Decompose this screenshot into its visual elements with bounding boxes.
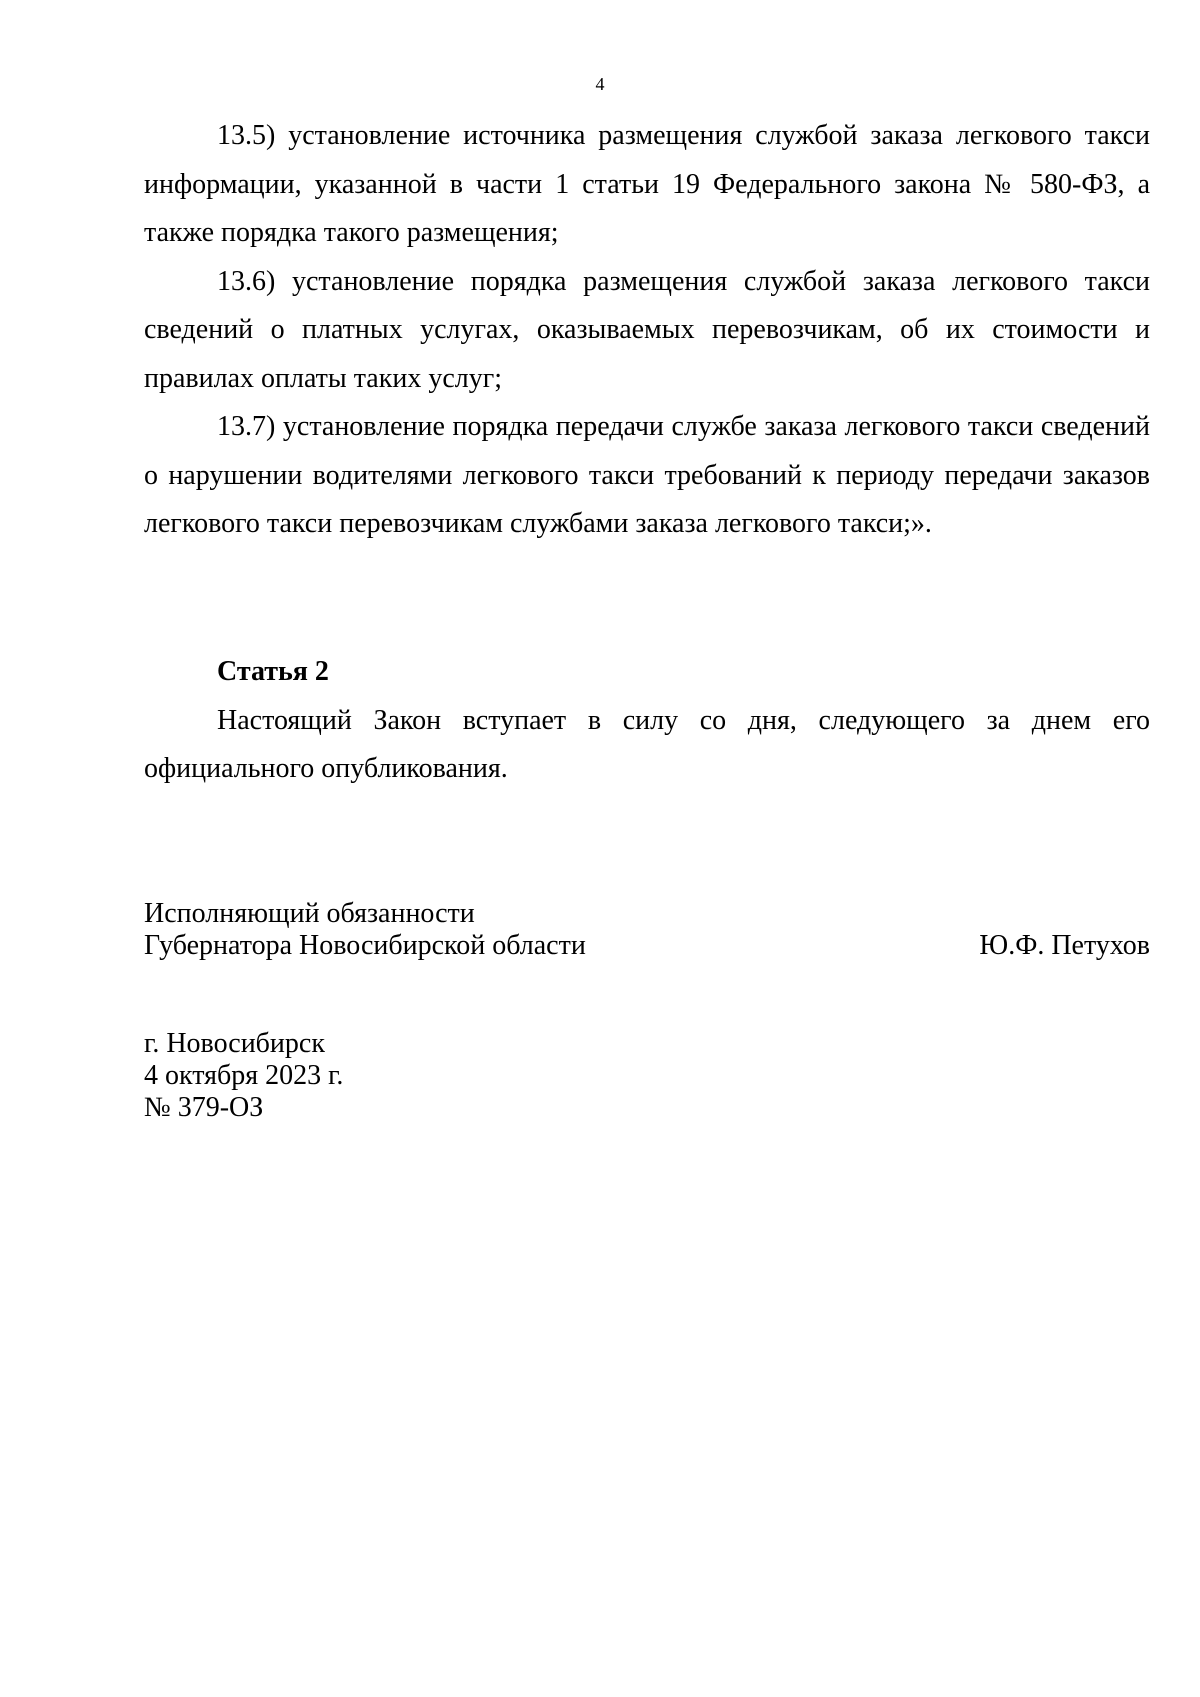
- place-date-block: [144, 1028, 343, 1124]
- law-number: № 379-ОЗ: [144, 1092, 264, 1123]
- article-heading: Статья 2: [217, 656, 329, 687]
- paragraph-13-6: 13.6) установление порядка размещения службой заказа легкового такси сведений о платных услугах, оказываемых перевозчикам, об их стоимости и правилах оплаты таких услуг;: [144, 265, 1150, 394]
- signer-name: Ю.Ф. Петухов: [979, 930, 1150, 961]
- amendment-text: [144, 112, 1150, 549]
- paragraph-13-7: 13.7) установление порядка передачи службе заказа легкового такси сведений о нарушении водителями легкового такси требований к периоду передачи заказов легкового такси перевозчикам службами заказа легкового такси;».: [144, 411, 1150, 539]
- city: г. Новосибирск: [144, 1028, 325, 1059]
- article-2: [144, 648, 1150, 794]
- page-number: 4: [595, 74, 605, 94]
- signature-block: [144, 898, 1150, 962]
- article-text: Настоящий Закон вступает в силу со дня, следующего за днем его официального опубликования.: [144, 704, 1150, 784]
- date: 4 октября 2023 г.: [144, 1060, 344, 1091]
- signer-position-line1: Исполняющий обязанности: [144, 898, 475, 929]
- signer-position-line2: Губернатора Новосибирской области: [144, 930, 586, 961]
- paragraph-13-5: 13.5) установление источника размещения службой заказа легкового такси информации, указанной в части 1 статьи 19 Федерального закона № 580-ФЗ, а также порядка такого размещения;: [144, 120, 1150, 248]
